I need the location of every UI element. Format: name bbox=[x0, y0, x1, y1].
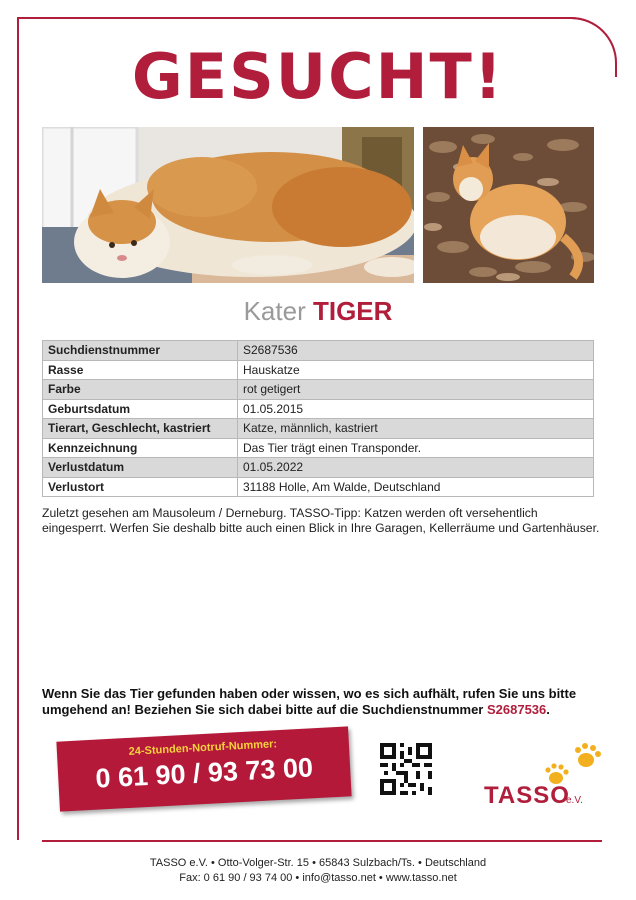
footer-address: TASSO e.V. • Otto-Volger-Str. 15 • 65843 Sulzbach/Ts. • Deutschland bbox=[149, 857, 487, 869]
appeal-text: Wenn Sie das Tier gefunden haben oder wissen, wo es sich aufhält, rufen Sie uns bitte umgehend an! Beziehen Sie sich dabei bitte auf die Suchdienstnummer bbox=[42, 686, 577, 717]
logo-word: TASSO bbox=[484, 782, 570, 809]
detail-value: 01.05.2015 bbox=[238, 399, 594, 419]
footer-divider bbox=[42, 840, 602, 842]
appeal-end: . bbox=[546, 702, 550, 717]
detail-label: Geburtsdatum bbox=[43, 399, 238, 419]
table-row bbox=[43, 477, 594, 497]
detail-label: Tierart, Geschlecht, kastriert bbox=[43, 419, 238, 439]
headline bbox=[0, 296, 636, 327]
detail-label: Suchdienstnummer bbox=[43, 341, 238, 361]
footer bbox=[0, 856, 636, 886]
table-row bbox=[43, 419, 594, 439]
table-row bbox=[43, 399, 594, 419]
last-seen-note: Zuletzt gesehen am Mausoleum / Derneburg. TASSO-Tipp: Katzen werden oft versehentlich eingesperrt. Werfen Sie deshalb bitte auch einen Blick in Ihre Garagen, Kellerräume und Gartenhäuser. bbox=[42, 506, 600, 535]
detail-value: 31188 Holle, Am Walde, Deutschland bbox=[238, 477, 594, 497]
qr-code[interactable] bbox=[380, 743, 432, 795]
detail-value: rot getigert bbox=[238, 380, 594, 400]
detail-label: Kennzeichnung bbox=[43, 438, 238, 458]
table-row bbox=[43, 341, 594, 361]
search-number: S2687536 bbox=[486, 702, 547, 717]
details-table bbox=[42, 340, 594, 497]
detail-value: S2687536 bbox=[238, 341, 594, 361]
table-row bbox=[43, 380, 594, 400]
hotline-phone[interactable]: 0 61 90 / 93 73 00 bbox=[94, 752, 314, 794]
hotline-label: 24-Stunden-Notruf-Nummer: bbox=[128, 738, 278, 758]
cat-outdoors-photo bbox=[423, 127, 594, 283]
tasso-logo bbox=[480, 740, 610, 810]
detail-value: Hauskatze bbox=[238, 360, 594, 380]
headline-prefix: Kater bbox=[243, 296, 306, 326]
detail-value: Das Tier trägt einen Transponder. bbox=[238, 438, 594, 458]
call-to-action bbox=[42, 686, 602, 718]
detail-value: Katze, männlich, kastriert bbox=[238, 419, 594, 439]
detail-value: 01.05.2022 bbox=[238, 458, 594, 478]
footer-contact: Fax: 0 61 90 / 93 74 00 • info@tasso.net • www.tasso.net bbox=[179, 872, 457, 884]
headline-name: TIGER bbox=[312, 296, 393, 326]
logo-suffix: e.V. bbox=[566, 795, 583, 806]
detail-label: Verlustort bbox=[43, 477, 238, 497]
table-row bbox=[43, 458, 594, 478]
cat-lying-photo bbox=[42, 127, 414, 283]
detail-label: Farbe bbox=[43, 380, 238, 400]
table-row bbox=[43, 360, 594, 380]
poster-title: GESUCHT! bbox=[131, 40, 505, 113]
detail-label: Verlustdatum bbox=[43, 458, 238, 478]
detail-label: Rasse bbox=[43, 360, 238, 380]
table-row bbox=[43, 438, 594, 458]
